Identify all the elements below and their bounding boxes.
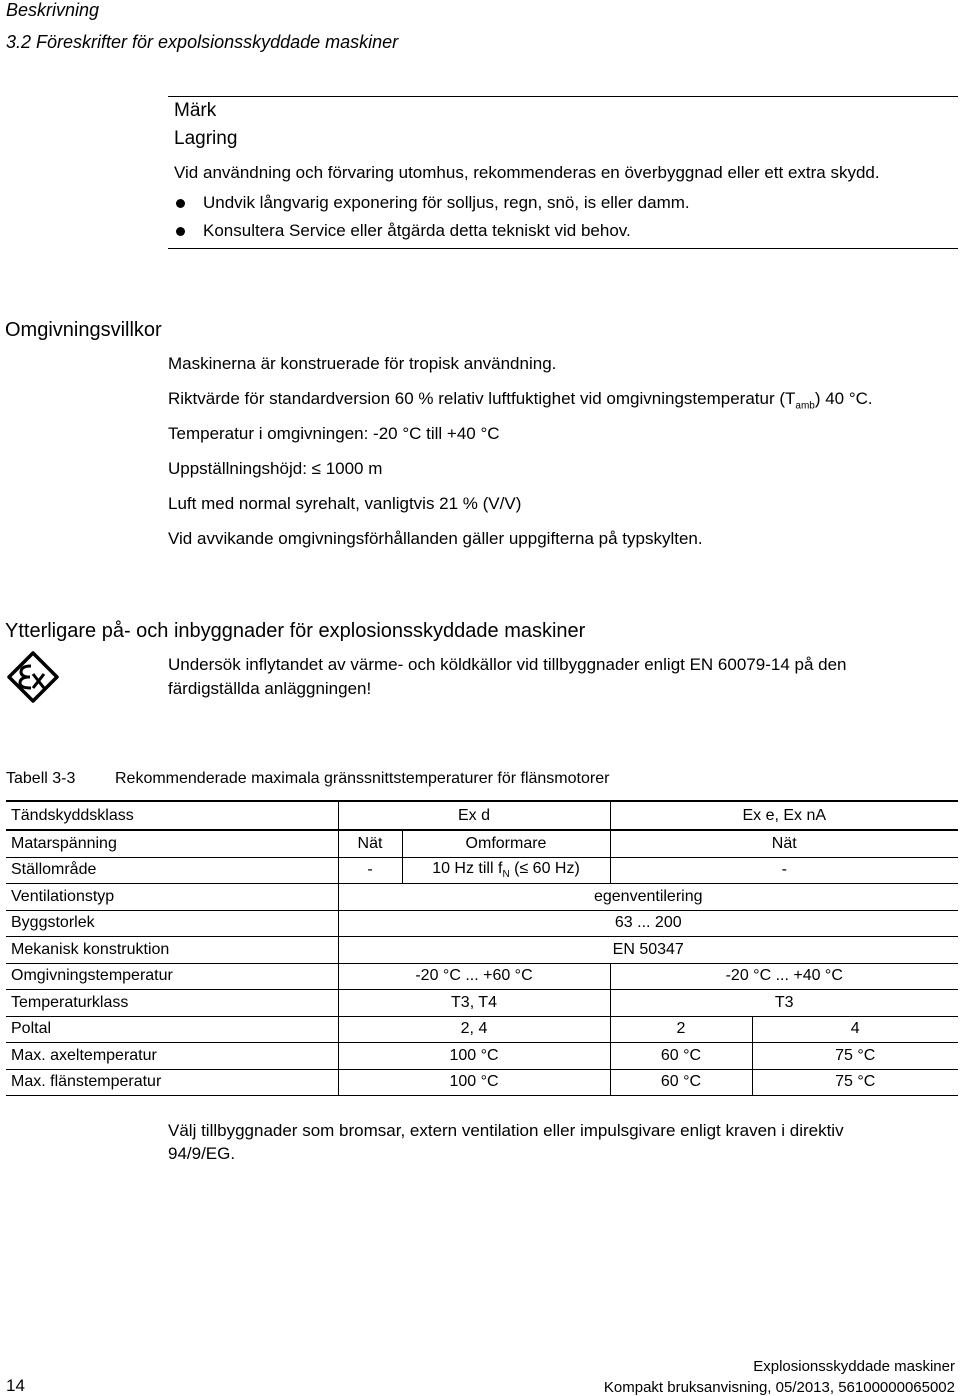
row-label: Omgivningstemperatur (6, 963, 338, 990)
table-cell: 60 °C (610, 1069, 752, 1096)
table-cell: - (610, 857, 958, 884)
note-bullet (174, 221, 631, 241)
table-row (6, 884, 958, 911)
table-cell: 100 °C (338, 1043, 610, 1070)
table-cell: - (338, 857, 402, 884)
table-cell: Omformare (402, 830, 610, 857)
table-row (6, 937, 958, 964)
table-cell: 75 °C (752, 1043, 958, 1070)
table-row (6, 910, 958, 937)
humidity-value: ) 40 °C. (814, 389, 873, 408)
table-row (6, 830, 958, 857)
bullet-icon (176, 227, 185, 236)
table-caption: Rekommenderade maximala gränssnittstemperaturer för flänsmotorer (115, 770, 610, 787)
table-cell: EN 50347 (338, 937, 958, 964)
cell-subscript: N (502, 869, 510, 881)
table-cell: Nät (338, 830, 402, 857)
ambient-humidity-line (168, 389, 873, 411)
amb-subscript: amb (795, 400, 815, 412)
header-cell: Ex d (338, 801, 610, 830)
note-title: Lagring (174, 128, 238, 149)
row-label: Temperaturklass (6, 990, 338, 1017)
interface-temperature-table (6, 800, 958, 1096)
table-row (6, 857, 958, 884)
table-header-row (6, 801, 958, 830)
row-label: Max. axeltemperatur (6, 1043, 338, 1070)
table-row (6, 1069, 958, 1096)
footer-doc: Kompakt bruksanvisning, 05/2013, 56100000065002 (603, 1379, 955, 1396)
after-table-text: Välj tillbyggnader som bromsar, extern ventilation eller impulsgivare enligt kraven i direktiv (168, 1121, 844, 1140)
table-cell: 63 ... 200 (338, 910, 958, 937)
table-cell: -20 °C ... +40 °C (610, 963, 958, 990)
cell-text: (≤ 60 Hz) (509, 860, 580, 878)
table-cell (402, 857, 610, 884)
table-cell: 2, 4 (338, 1016, 610, 1043)
table-cell: egenventilering (338, 884, 958, 911)
table-row (6, 963, 958, 990)
table-cell: 75 °C (752, 1069, 958, 1096)
footer-title: Explosionsskyddade maskiner (753, 1358, 955, 1375)
bullet-text: Konsultera Service eller åtgärda detta tekniskt vid behov. (203, 221, 631, 240)
additions-heading: Ytterligare på- och inbyggnader för explosionsskyddade maskiner (5, 620, 586, 642)
bullet-icon (176, 199, 185, 208)
note-text: Vid användning och förvaring utomhus, rekommenderas en överbyggnad eller ett extra skydd. (174, 163, 880, 182)
page-number: 14 (6, 1376, 25, 1395)
ambient-line: Temperatur i omgivningen: -20 °C till +40 °C (168, 424, 500, 443)
table-cell: 60 °C (610, 1043, 752, 1070)
section-header: 3.2 Föreskrifter för expolsionsskyddade maskiner (6, 32, 399, 52)
header-cell: Tändskyddsklass (6, 801, 338, 830)
ambient-heading: Omgivningsvillkor (5, 319, 162, 341)
table-row (6, 1043, 958, 1070)
note-top-rule (168, 96, 958, 97)
note-label: Märk (174, 100, 217, 121)
cell-text: 10 Hz till f (432, 860, 503, 878)
row-label: Byggstorlek (6, 910, 338, 937)
table-cell: -20 °C ... +60 °C (338, 963, 610, 990)
header-cell: Ex e, Ex nA (610, 801, 958, 830)
row-label: Matarspänning (6, 830, 338, 857)
chapter-header: Beskrivning (6, 0, 100, 20)
table-row (6, 990, 958, 1017)
table-cell: T3 (610, 990, 958, 1017)
table-cell: Nät (610, 830, 958, 857)
row-label: Max. flänstemperatur (6, 1069, 338, 1096)
ambient-line: Vid avvikande omgivningsförhållanden gäller uppgifterna på typskylten. (168, 529, 703, 548)
note-bullet (174, 193, 690, 213)
ex-icon (6, 650, 60, 704)
table-cell: 2 (610, 1016, 752, 1043)
table-cell: 4 (752, 1016, 958, 1043)
row-label: Poltal (6, 1016, 338, 1043)
note-bottom-rule (168, 248, 958, 249)
additions-text: färdigställda anläggningen! (168, 679, 372, 698)
humidity-text: Riktvärde för standardversion 60 % relativ luftfuktighet vid omgivningstemperatur (T (168, 389, 796, 408)
additions-text: Undersök inflytandet av värme- och köldkällor vid tillbyggnader enligt EN 60079-14 på den (168, 655, 847, 674)
ambient-line: Maskinerna är konstruerade för tropisk användning. (168, 354, 557, 373)
ambient-line: Luft med normal syrehalt, vanligtvis 21 % (V/V) (168, 494, 522, 513)
ambient-line: Uppställningshöjd: ≤ 1000 m (168, 459, 383, 478)
row-label: Ställområde (6, 857, 338, 884)
row-label: Mekanisk konstruktion (6, 937, 338, 964)
after-table-text: 94/9/EG. (168, 1144, 236, 1163)
row-label: Ventilationstyp (6, 884, 338, 911)
bullet-text: Undvik långvarig exponering för solljus, regn, snö, is eller damm. (203, 193, 690, 212)
table-number: Tabell 3-3 (6, 770, 76, 787)
table-cell: 100 °C (338, 1069, 610, 1096)
table-cell: T3, T4 (338, 990, 610, 1017)
table-row (6, 1016, 958, 1043)
